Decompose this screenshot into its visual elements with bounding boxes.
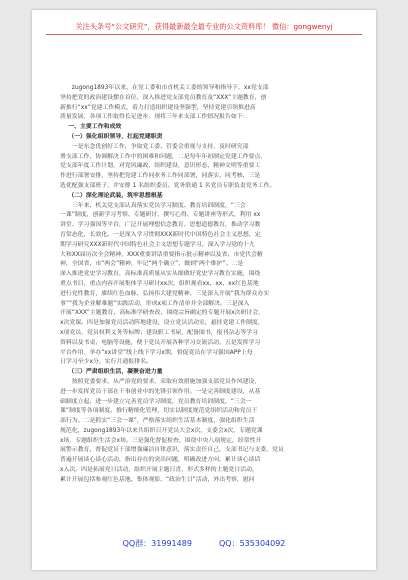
document-body bbox=[60, 84, 350, 486]
subsection-1-paragraph bbox=[60, 143, 350, 192]
text-line: 普遍开展谈心谈心活动，指出存在的突出问题，明确改进方向，累计谈心谈话 bbox=[60, 457, 261, 464]
subsection-3-paragraph bbox=[60, 378, 350, 486]
document-page bbox=[32, 10, 376, 570]
subsection-heading: （一）强化组织领导，扛起党建职责 bbox=[68, 133, 163, 140]
text-line: 讲堂、学习强国等平台，广泛开展理想信念教育、思想道德教育，推动学习教 bbox=[60, 222, 261, 229]
text-line: 育常态化，长效化。一是深入学习贯彻XXX新时代中国特色社会主义思想，定 bbox=[60, 231, 261, 238]
text-line: 期学习研究XXX新时代中国特色社会主义思想专题学习，深入学习党的十九 bbox=[60, 241, 255, 248]
text-line: 开展“XXX”主题教育，高标准学研查改，围绕宗旨确定的专题开展x次研讨会， bbox=[60, 310, 265, 317]
qq-group-text: QQ群：31991489 bbox=[122, 539, 192, 548]
text-line: zugong1893年以来，在党工委和市直机关工委的领导和指导下，xx党支部 bbox=[71, 85, 269, 91]
text-line: 累计开展包括参观红色基地、集体观影、“政治生日”活动，外出考察，慰问 bbox=[60, 476, 255, 483]
promo-banner: 关注头条号“公文研究”，获得最新最全最专业的公文资料库！ 微信：gongwenyj bbox=[75, 22, 333, 31]
text-line: 展警示教育，督促党员干部增强廉洁自律意识，落实责任自己，支部书记与支委、党员 bbox=[60, 447, 284, 454]
text-line: 大和XX届历次全会精神，XXX重要讲话重要指示批示精神以及省、市党代会精 bbox=[60, 251, 263, 258]
text-line: 坚持把党的政治建设摆在首位，深入推进党支部党员教育及“XXX”主题教育，创 bbox=[60, 94, 267, 101]
text-line: x入次。四是拓展党日活动，组织开展主题日喜，形式多样的主题党日活动， bbox=[60, 467, 258, 474]
text-line: 深入推进党史学习教育，高标准高质量从实从细做好党史学习教育实施，围绕 bbox=[60, 271, 261, 278]
text-line: 进一步发挥党员干部在干事创业中的先锋引领作用。一是完善制度建设，从基 bbox=[60, 388, 261, 395]
promo-divider bbox=[46, 34, 362, 35]
text-line: 重点书目，重点内容开展集体学习研讨xx次，组织观看xx、xx、xx红色基地 bbox=[60, 280, 259, 287]
text-line: 一是东念优创好工作，争取党工委、管委会重视与支持，及时研究部 bbox=[71, 143, 249, 150]
subsection-2-paragraph bbox=[60, 202, 350, 369]
text-line: 按照党委要求，从严治党的要求，采取有效措施加强支部党员作风建设， bbox=[71, 378, 261, 385]
text-line: 新推行“xx”党建工作模式，着力打造组织建设坚强型，坚持党建引领推进高 bbox=[60, 104, 256, 111]
contact-footer bbox=[32, 538, 376, 549]
subsection-heading: （三）严肃组织生活，凝聚奋进力量 bbox=[68, 369, 163, 376]
text-line: 作进行部署安排，坚持把党建工作同业务工作同部署，同落实、同考核，三是 bbox=[60, 173, 261, 180]
text-line: 课”制度等各项制度，推行精细化管理，切实以制度规范党组织活动和党员干 bbox=[60, 408, 258, 415]
text-line: 署支部工作，协调解决工作中的困难和问题，二是每年年初制定党建工作要点， bbox=[60, 153, 267, 160]
text-line: x场，专题组织生活会x场。三是强化督促检查，围绕中央八项规定，经常性开 bbox=[60, 437, 262, 444]
text-line: 神，全国省，市“两会”精神，牢记“两个确立”，做到“两个维护”。二是 bbox=[60, 261, 244, 268]
text-line: 党支部年度工作计划，对党风廉政、组织建设、意识形态、精神文明等重要工 bbox=[60, 163, 261, 170]
text-line: 础制度立起，进一步建立完善党员学习制度，党员教育培训制度，“三会一 bbox=[60, 398, 252, 405]
text-line: 选优配强支部班子，并安排 1 名组织委员、党务联通 1 名党员专职负责党务工作。 bbox=[60, 182, 276, 189]
text-line: x项党员，党员权利义务等标牌；建设职工书屋，配备图书，报刊杂志等学习 bbox=[60, 329, 258, 336]
text-line: 事”“我为企业解难题”实践活动，形成x项工作清单并全部解决。三是深入 bbox=[60, 300, 250, 307]
text-line: 部行为。二是抓实“三会一课”，严格落实组织生活基本制度，强化组织生活 bbox=[60, 418, 255, 425]
text-line: 资料以及书桌、电脑等设施，便于党员开展各种学习交流活动。五是发挥学习 bbox=[60, 339, 261, 346]
text-line: 一课”制度，创新学习考察、专题研讨、撰写心得、专题讲座等形式，利用 xx bbox=[60, 212, 261, 219]
text-line: 质量发展，各项工作取得长足进步。现将三年来支部工作情况报告如下： bbox=[60, 114, 249, 121]
section-heading: 一、主要工作和成效 bbox=[68, 124, 122, 131]
text-line: 进行党性教育，赓续红色血脉，弘扬伟大建党精神。三是深入开展“我为群众办实 bbox=[60, 290, 270, 297]
intro-paragraph bbox=[60, 84, 350, 123]
text-line: 三年来，机关党支部认真落实党员学习制度、教育培训制度，“三会 bbox=[71, 202, 246, 209]
text-line: 日学习至少x分，实行月通报排名。 bbox=[60, 359, 152, 366]
text-line: 规范化，zugong1893年以来共组织召开党员大会x次，支委会x次，专题党课 bbox=[60, 427, 263, 434]
subsection-heading: （二）深化理论武装，筑牢思想根基 bbox=[68, 192, 163, 199]
text-line: 平台作用，举办“xx讲堂”线上线下学习x期，督促党员在学习强国APP上每 bbox=[60, 349, 253, 356]
text-line: x次党课。四是加强党员活动阵地建设，设立党员活动室，悬挂党建工作制度， bbox=[60, 320, 264, 327]
qq-contact-text: QQ：535304092 bbox=[219, 539, 286, 548]
